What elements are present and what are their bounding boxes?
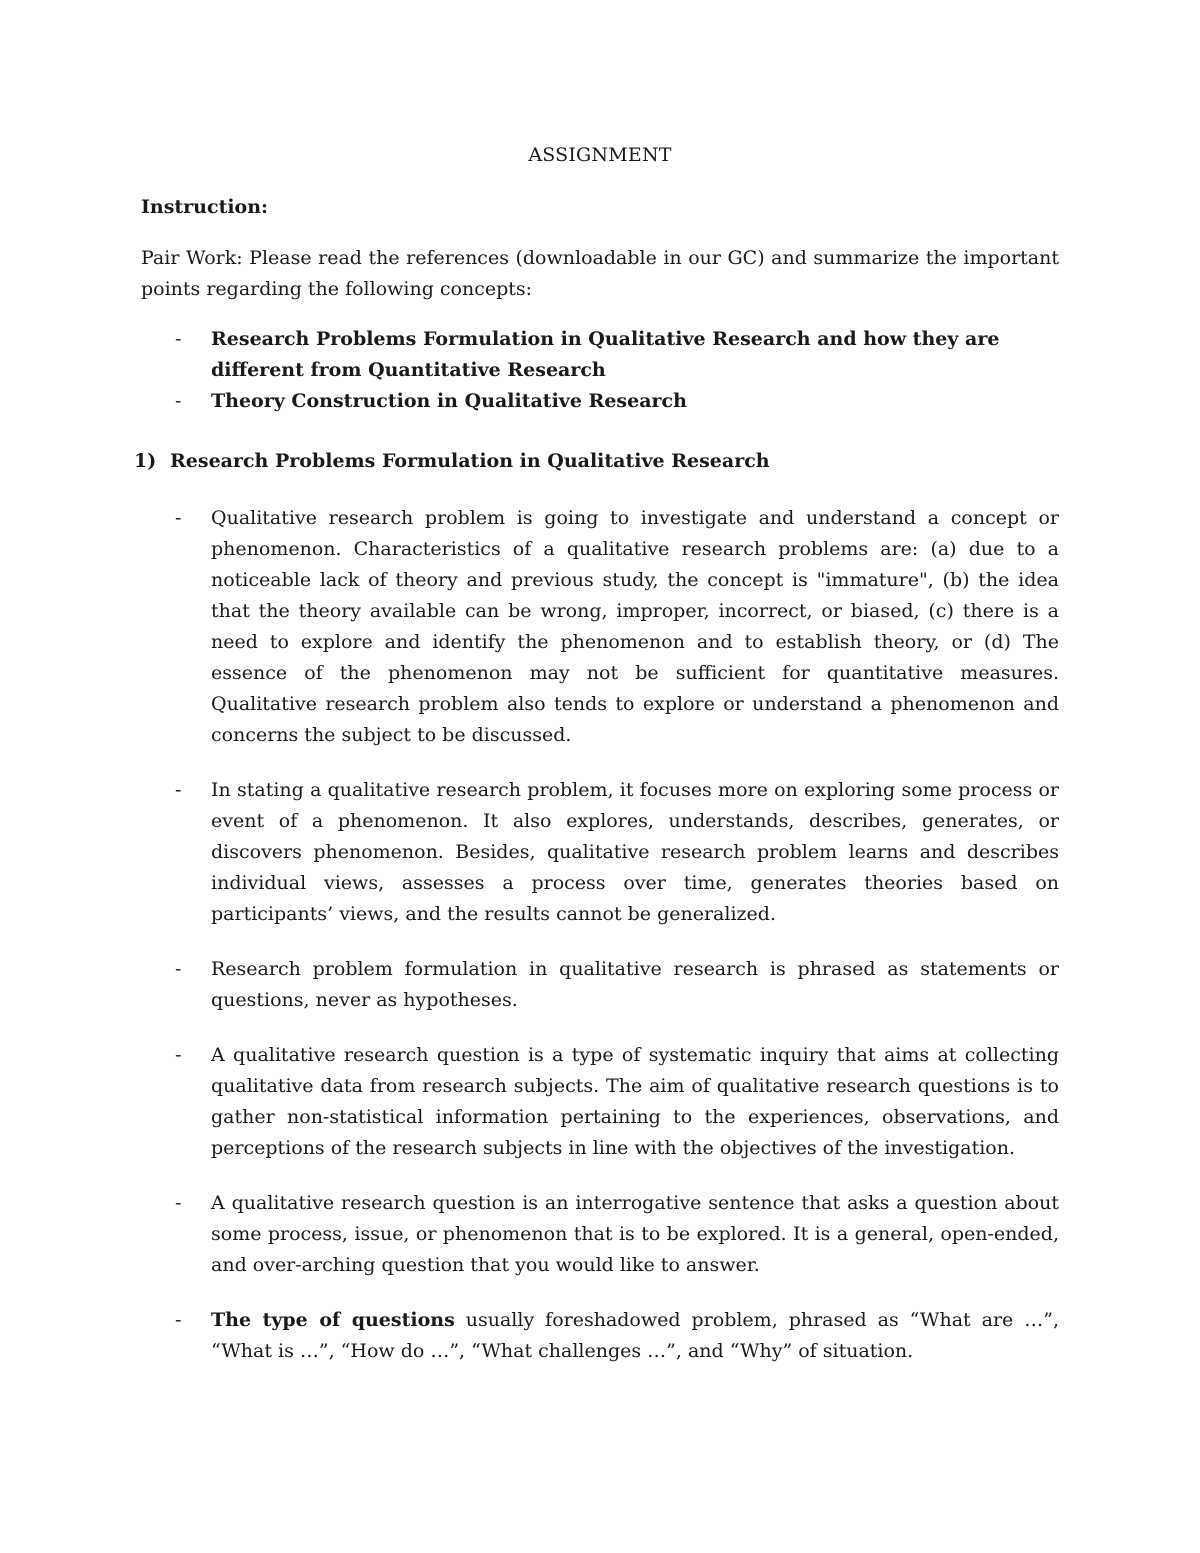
list-item [141,954,1059,1016]
point-text: A qualitative research question is an interrogative sentence that asks a question about some process, issue, or phenomenon that is to be explored. It is a general, open-ended, and over-arching question that you would like to answer. [211,1192,1059,1276]
dash-bullet: - [175,390,182,412]
concept-text: Theory Construction in Qualitative Research [211,390,687,412]
dash-bullet: - [175,958,182,980]
concept-text: Research Problems Formulation in Qualitative Research and how they are different from Quantitative Research [211,328,1000,381]
dash-bullet: - [175,328,182,350]
list-item [141,1040,1059,1164]
concept-list [141,324,1059,417]
dash-bullet: - [175,1044,182,1066]
dash-bullet: - [175,1192,182,1214]
dash-bullet: - [175,779,182,801]
concept-item [141,324,1059,386]
point-text: A qualitative research question is a type of systematic inquiry that aims at collecting qualitative data from research subjects. The aim of qualitative research questions is to gather non-statistical information pertaining to the experiences, observations, and perceptions of the research subjects in line with the objectives of the investigation. [211,1044,1059,1159]
dash-bullet: - [175,1309,182,1331]
list-item [141,1305,1059,1367]
point-text: Research problem formulation in qualitative research is phrased as statements or questions, never as hypotheses. [211,958,1059,1011]
list-item [141,503,1059,751]
section-heading [134,450,770,472]
section-number: 1) [134,450,157,472]
concept-item [141,386,1059,417]
point-text: usually foreshadowed problem, phrased as “What are …”, “What is …”, “How do …”, “What challenges …”, and “Why” of situation. [211,1309,1059,1362]
document-title: ASSIGNMENT [528,144,672,166]
list-item [141,775,1059,930]
list-item [141,1188,1059,1281]
dash-bullet: - [175,507,182,529]
instruction-heading: Instruction: [141,196,269,218]
point-lead-text: The type of questions [211,1309,455,1331]
point-list [141,503,1059,1391]
instruction-text: Pair Work: Please read the references (downloadable in our GC) and summarize the important points regarding the following concepts: [141,247,1059,300]
point-text: In stating a qualitative research problem, it focuses more on exploring some process or event of a phenomenon. It also explores, understands, describes, generates, or discovers phenomenon. Besides, qualitative research problem learns and describes individual views, assesses a process over time, generates theories based on participants’ views, and the results cannot be generalized. [211,779,1059,925]
section-title: Research Problems Formulation in Qualitative Research [170,450,770,472]
point-text: Qualitative research problem is going to investigate and understand a concept or phenomenon. Characteristics of a qualitative research problems are: (a) due to a noticeable lack of theory and previous study, the concept is "immature", (b) the idea that the theory available can be wrong, improper, incorrect, or biased, (c) there is a need to explore and identify the phenomenon and to establish theory, or (d) The essence of the phenomenon may not be sufficient for quantitative measures. Qualitative research problem also tends to explore or understand a phenomenon and concerns the subject to be discussed. [211,507,1059,746]
